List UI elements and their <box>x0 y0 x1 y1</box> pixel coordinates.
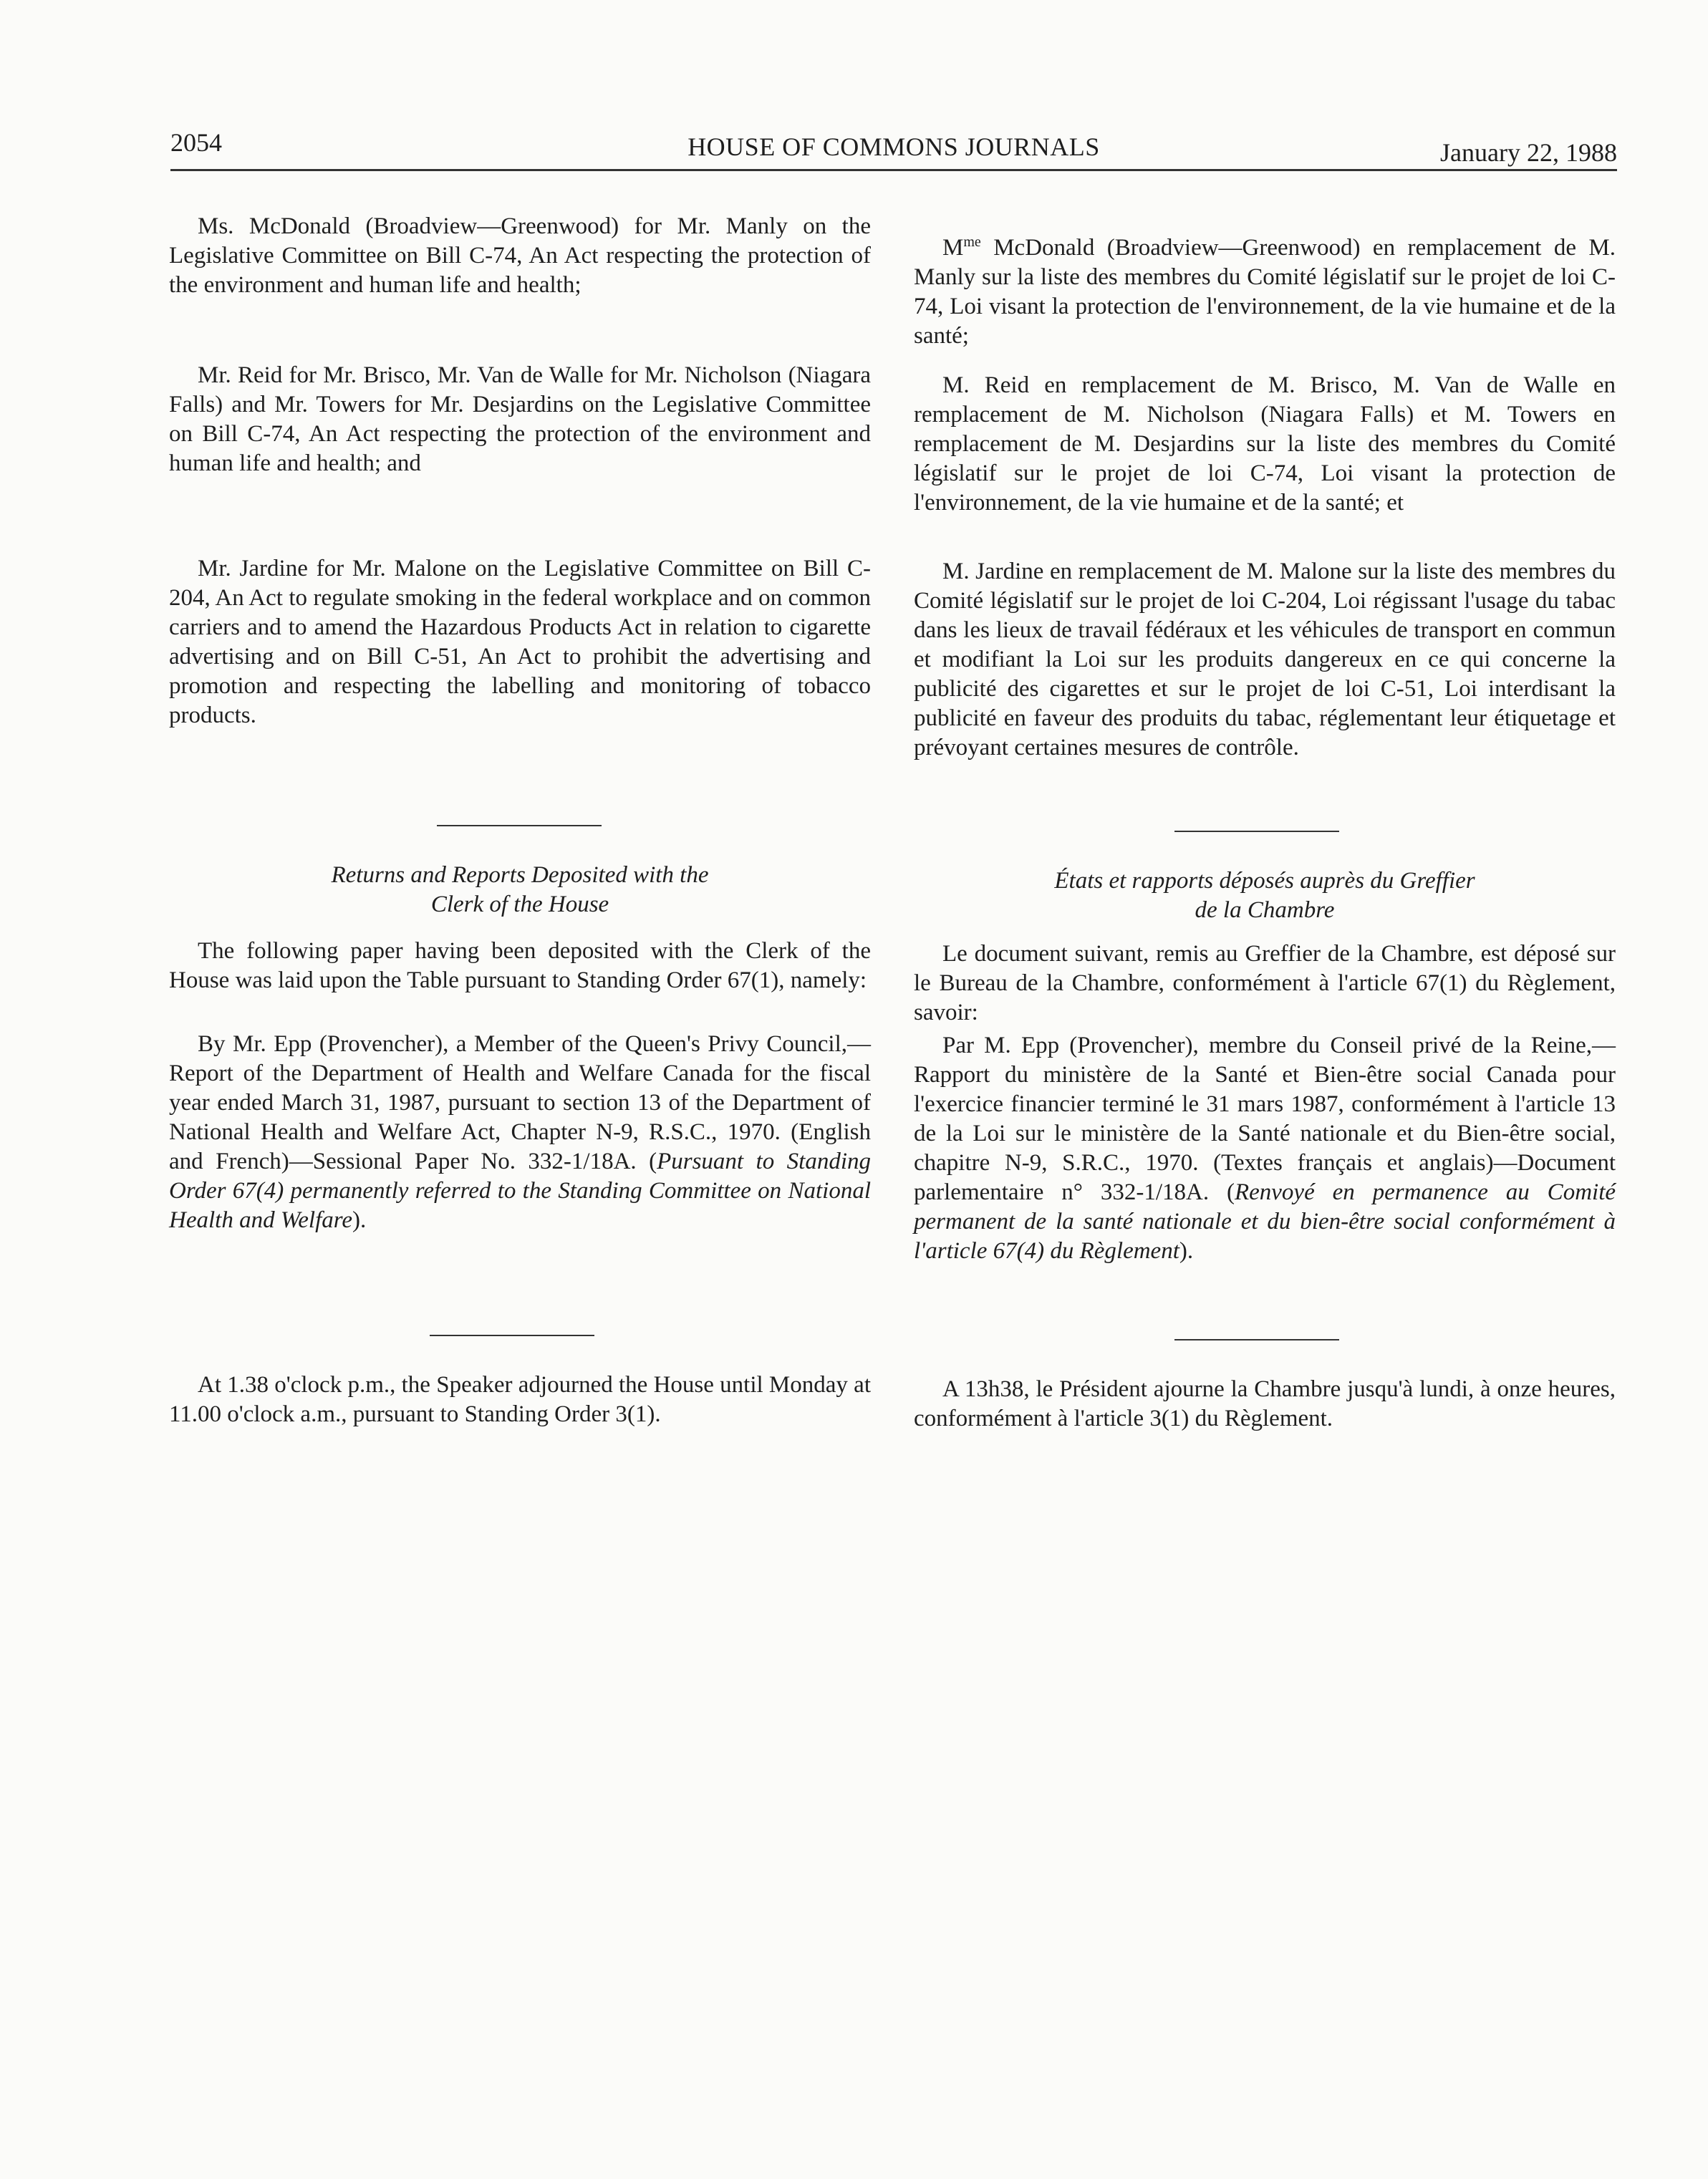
en-p2-text: Mr. Reid for Mr. Brisco, Mr. Van de Walle for Mr. Nicholson (Niagara Falls) and Mr. Towers for Mr. Desjardins on the Legislative Committee on Bill C-74, An Act respecting the protection of the environment and human life and health; and <box>169 362 871 476</box>
page-number: 2054 <box>170 128 222 157</box>
en-paragraph-deposited <box>169 937 871 995</box>
en-paragraph-adjourn <box>169 1371 871 1429</box>
fr-p5-end: ). <box>1179 1238 1194 1264</box>
en-p3-text: Mr. Jardine for Mr. Malone on the Legislative Committee on Bill C-204, An Act to regulate smoking in the federal workplace and on common carriers and to amend the Hazardous Products Act in relation to cigarette advertising and on Bill C-51, An Act to prohibit the advertising and promotion and respecting the labelling and monitoring of tobacco products. <box>169 556 871 728</box>
fr-p1-main: McDonald (Broadview—Greenwood) en remplacement de M. Manly sur la liste des membres du Comité législatif sur le projet de loi C-74, Loi visant la protection de l'environnement, de la vie humaine et de la santé; <box>914 235 1616 349</box>
en-section-rule-2 <box>430 1335 594 1336</box>
en-p5-main: By Mr. Epp (Provencher), a Member of the Queen's Privy Council,—Report of the Department of Health and Welfare Canada for the fiscal year ended March 31, 1987, pursuant to section 13 of the Department of National Health and Welfare Act, Chapter N-9, R.S.C., 1970. (English and French)—Sessional Paper No. 332-1/18A. ( <box>169 1031 871 1174</box>
fr-paragraph-epp <box>914 1031 1616 1266</box>
en-paragraph-epp <box>169 1030 871 1235</box>
fr-p1-prefix: M <box>942 235 964 261</box>
en-p5-end: ). <box>352 1207 367 1233</box>
journal-title: HOUSE OF COMMONS JOURNALS <box>687 132 1100 161</box>
en-paragraph-reid <box>169 361 871 478</box>
fr-paragraph-adjourn <box>914 1375 1616 1434</box>
en-p5-italic: Pursuant to Standing Order 67(4) permanently referred to the Standing Committee on National Health and Welfare <box>169 1149 871 1233</box>
en-section-heading <box>169 861 871 919</box>
en-heading-line1: Returns and Reports Deposited with the <box>331 862 709 888</box>
fr-p5-text <box>914 1031 1616 1266</box>
en-section-rule <box>437 825 602 826</box>
page-header <box>170 126 1617 171</box>
fr-p1-sup: me <box>963 234 981 250</box>
fr-paragraph-reid <box>914 371 1616 518</box>
fr-p1-text <box>914 233 1616 351</box>
en-p4-text: The following paper having been deposited with the Clerk of the House was laid upon the Table pursuant to Standing Order 67(1), namely: <box>169 938 871 993</box>
fr-heading-line2: de la Chambre <box>1195 897 1335 923</box>
fr-p4-text: Le document suivant, remis au Greffier de la Chambre, est déposé sur le Bureau de la Chambre, conformément à l'article 67(1) du Règlement, savoir: <box>914 941 1616 1025</box>
en-p6-text: At 1.38 o'clock p.m., the Speaker adjourned the House until Monday at 11.00 o'clock a.m., pursuant to Standing Order 3(1). <box>169 1372 871 1427</box>
fr-section-rule-2 <box>1174 1339 1339 1340</box>
en-heading-line2: Clerk of the House <box>430 892 609 917</box>
fr-section-rule <box>1174 831 1339 832</box>
en-paragraph-jardine <box>169 554 871 730</box>
fr-p5-main: Par M. Epp (Provencher), membre du Conseil privé de la Reine,—Rapport du ministère de la Santé et Bien-être social Canada pour l'exercice financier terminé le 31 mars 1987, conformément à l'article 13 de la Loi sur le ministère de la Santé nationale et du Bien-être social, chapitre N-9, S.R.C., 1970. (Textes français et anglais)—Document parlementaire n° 332-1/18A. ( <box>914 1033 1616 1205</box>
fr-paragraph-jardine <box>914 557 1616 763</box>
fr-p5-italic: Renvoyé en permanence au Comité permanent de la santé nationale et du bien-être social conformément à l'article 67(4) du Règlement <box>914 1179 1616 1264</box>
journal-date: January 22, 1988 <box>1440 138 1617 167</box>
fr-heading-line1: États et rapports déposés auprès du Greffier <box>1054 868 1475 894</box>
fr-p3-text: M. Jardine en remplacement de M. Malone sur la liste des membres du Comité législatif sur le projet de loi C-204, Loi régissant l'usage du tabac dans les lieux de travail fédéraux et les véhicules de transport en commun et modifiant la Loi sur les produits dangereux en ce qui concerne la publicité des cigarettes et sur le projet de loi C-51, Loi interdisant la publicité en faveur des produits du tabac, réglementant leur étiquetage et prévoyant certaines mesures de contrôle. <box>914 559 1616 760</box>
fr-p2-text: M. Reid en remplacement de M. Brisco, M. Van de Walle en remplacement de M. Nicholson (Niagara Falls) et M. Towers en remplacement de M. Desjardins sur la liste des membres du Comité législatif sur le projet de loi C-74, Loi visant la protection de l'environnement, de la vie humaine et de la santé; et <box>914 372 1616 516</box>
en-p5-text <box>169 1030 871 1235</box>
fr-section-heading <box>914 866 1616 925</box>
fr-paragraph-mcdonald <box>914 233 1616 351</box>
en-paragraph-mcdonald <box>169 212 871 300</box>
en-p1-text: Ms. McDonald (Broadview—Greenwood) for Mr. Manly on the Legislative Committee on Bill C-74, An Act respecting the protection of the environment and human life and health; <box>169 213 871 298</box>
fr-p6-text: A 13h38, le Président ajourne la Chambre jusqu'à lundi, à onze heures, conformément à l'article 3(1) du Règlement. <box>914 1376 1616 1431</box>
fr-paragraph-deposited <box>914 939 1616 1028</box>
